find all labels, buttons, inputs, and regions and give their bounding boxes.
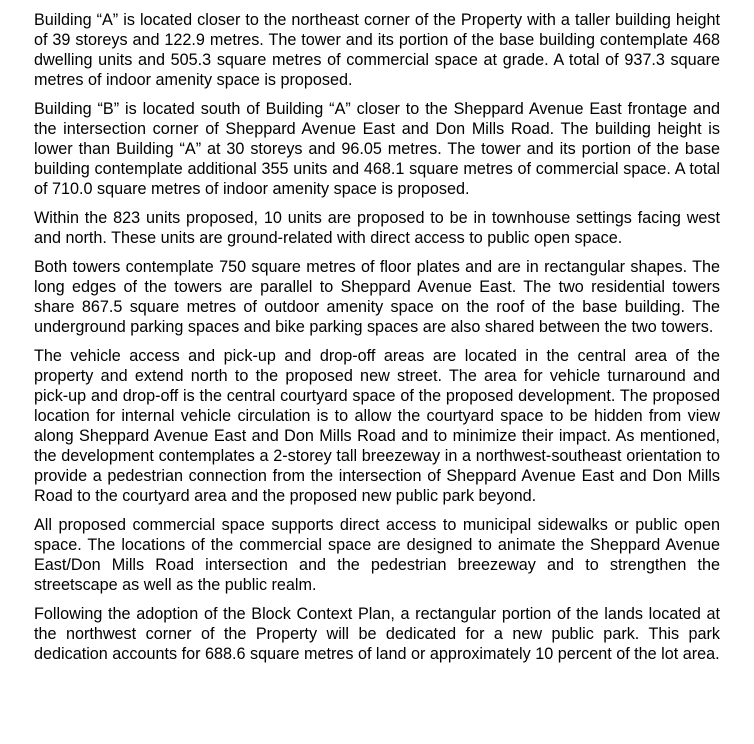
paragraph-commercial-space: All proposed commercial space supports direct access to municipal sidewalks or public open space. The locations of the commercial space are designed to animate the Sheppard Avenue East/Don Mills Road intersection and the pedestrian breezeway and to strengthen the streetscape as well as the public realm. [34, 516, 720, 594]
paragraph-building-a: Building “A” is located closer to the northeast corner of the Property with a taller building height of 39 storeys and 122.9 metres. The tower and its portion of the base building contemplate 468 dwelling units and 505.3 square metres of commercial space at grade. A total of 937.3 square metres of indoor amenity space is proposed. [34, 11, 720, 89]
paragraph-building-b: Building “B” is located south of Building “A” closer to the Sheppard Avenue East frontage and the intersection corner of Sheppard Avenue East and Don Mills Road. The building height is lower than Building “A” at 30 storeys and 96.05 metres. The tower and its portion of the base building contemplate additional 355 units and 468.1 square metres of commercial space. A total of 710.0 square metres of indoor amenity space is proposed. [34, 100, 720, 198]
paragraph-vehicle-access: The vehicle access and pick-up and drop-off areas are located in the central area of the property and extend north to the proposed new street. The area for vehicle turnaround and pick-up and drop-off is the central courtyard space of the proposed development. The proposed location for internal vehicle circulation is to allow the courtyard space to be hidden from view along Sheppard Avenue East and Don Mills Road and to minimize their impact. As mentioned, the development contemplates a 2-storey tall breezeway in a northwest-southeast orientation to provide a pedestrian connection from the intersection of Sheppard Avenue East and Don Mills Road to the courtyard area and the proposed new public park beyond. [34, 347, 720, 505]
paragraph-townhouse-units: Within the 823 units proposed, 10 units are proposed to be in townhouse settings facing west and north. These units are ground-related with direct access to public open space. [34, 209, 720, 247]
paragraph-tower-floor-plates: Both towers contemplate 750 square metres of floor plates and are in rectangular shapes. The long edges of the towers are parallel to Sheppard Avenue East. The two residential towers share 867.5 square metres of outdoor amenity space on the roof of the base building. The underground parking spaces and bike parking spaces are also shared between the two towers. [34, 258, 720, 336]
paragraph-park-dedication: Following the adoption of the Block Context Plan, a rectangular portion of the lands located at the northwest corner of the Property will be dedicated for a new public park. This park dedication accounts for 688.6 square metres of land or approximately 10 percent of the lot area. [34, 605, 720, 663]
